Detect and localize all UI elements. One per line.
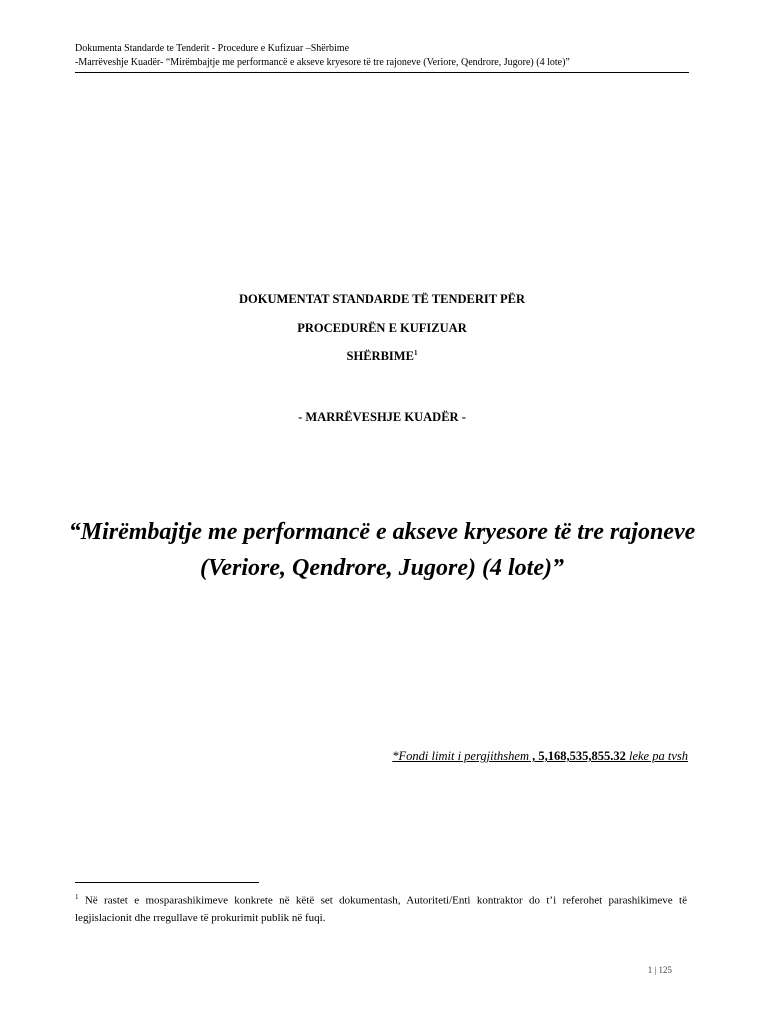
running-header [75, 42, 689, 70]
footnote-text: Në rastet e mosparashikimeve konkrete në këtë set dokumentash, Autoriteti/Enti kontraktor do t’i referohet parashikimeve të legjislacionit dhe rregullave të prokurimit publik në fuqi. [75, 894, 687, 924]
fund-limit [392, 749, 688, 764]
footnote-number: 1 [75, 893, 79, 901]
header-divider [75, 72, 689, 73]
header-line-1: Dokumenta Standarde te Tenderit - Procedure e Kufizuar –Shërbime [75, 43, 350, 54]
title-line-1: DOKUMENTAT STANDARDE TË TENDERIT PËR [239, 292, 525, 306]
title-line-4: - MARRËVESHJE KUADËR - [298, 410, 466, 424]
footnote-divider [75, 882, 259, 883]
fund-amount: , 5,168,535,855.32 [528, 749, 626, 763]
header-line-2: -Marrëveshje Kuadër- “Mirëmbajtje me performancë e akseve kryesore të tre rajoneve (Veriore, Qendrore, Jugore) (4 lote)” [75, 57, 570, 68]
fund-unit: leke pa tvsh [625, 749, 688, 763]
footnote-ref[interactable]: 1 [413, 348, 418, 357]
title-line-3 [75, 349, 689, 364]
page-number: 1 | 125 [647, 965, 672, 975]
footnote [75, 889, 687, 927]
title-line-3-text: SHËRBIME [346, 349, 414, 363]
title-line-2: PROCEDURËN E KUFIZUAR [297, 321, 467, 335]
project-title: “Mirëmbajtje me performancë e akseve kryesore të tre rajoneve (Veriore, Qendrore, Jugore) (4 lote)” [68, 519, 696, 581]
fund-label: *Fondi limit i pergjithshem [392, 749, 529, 763]
